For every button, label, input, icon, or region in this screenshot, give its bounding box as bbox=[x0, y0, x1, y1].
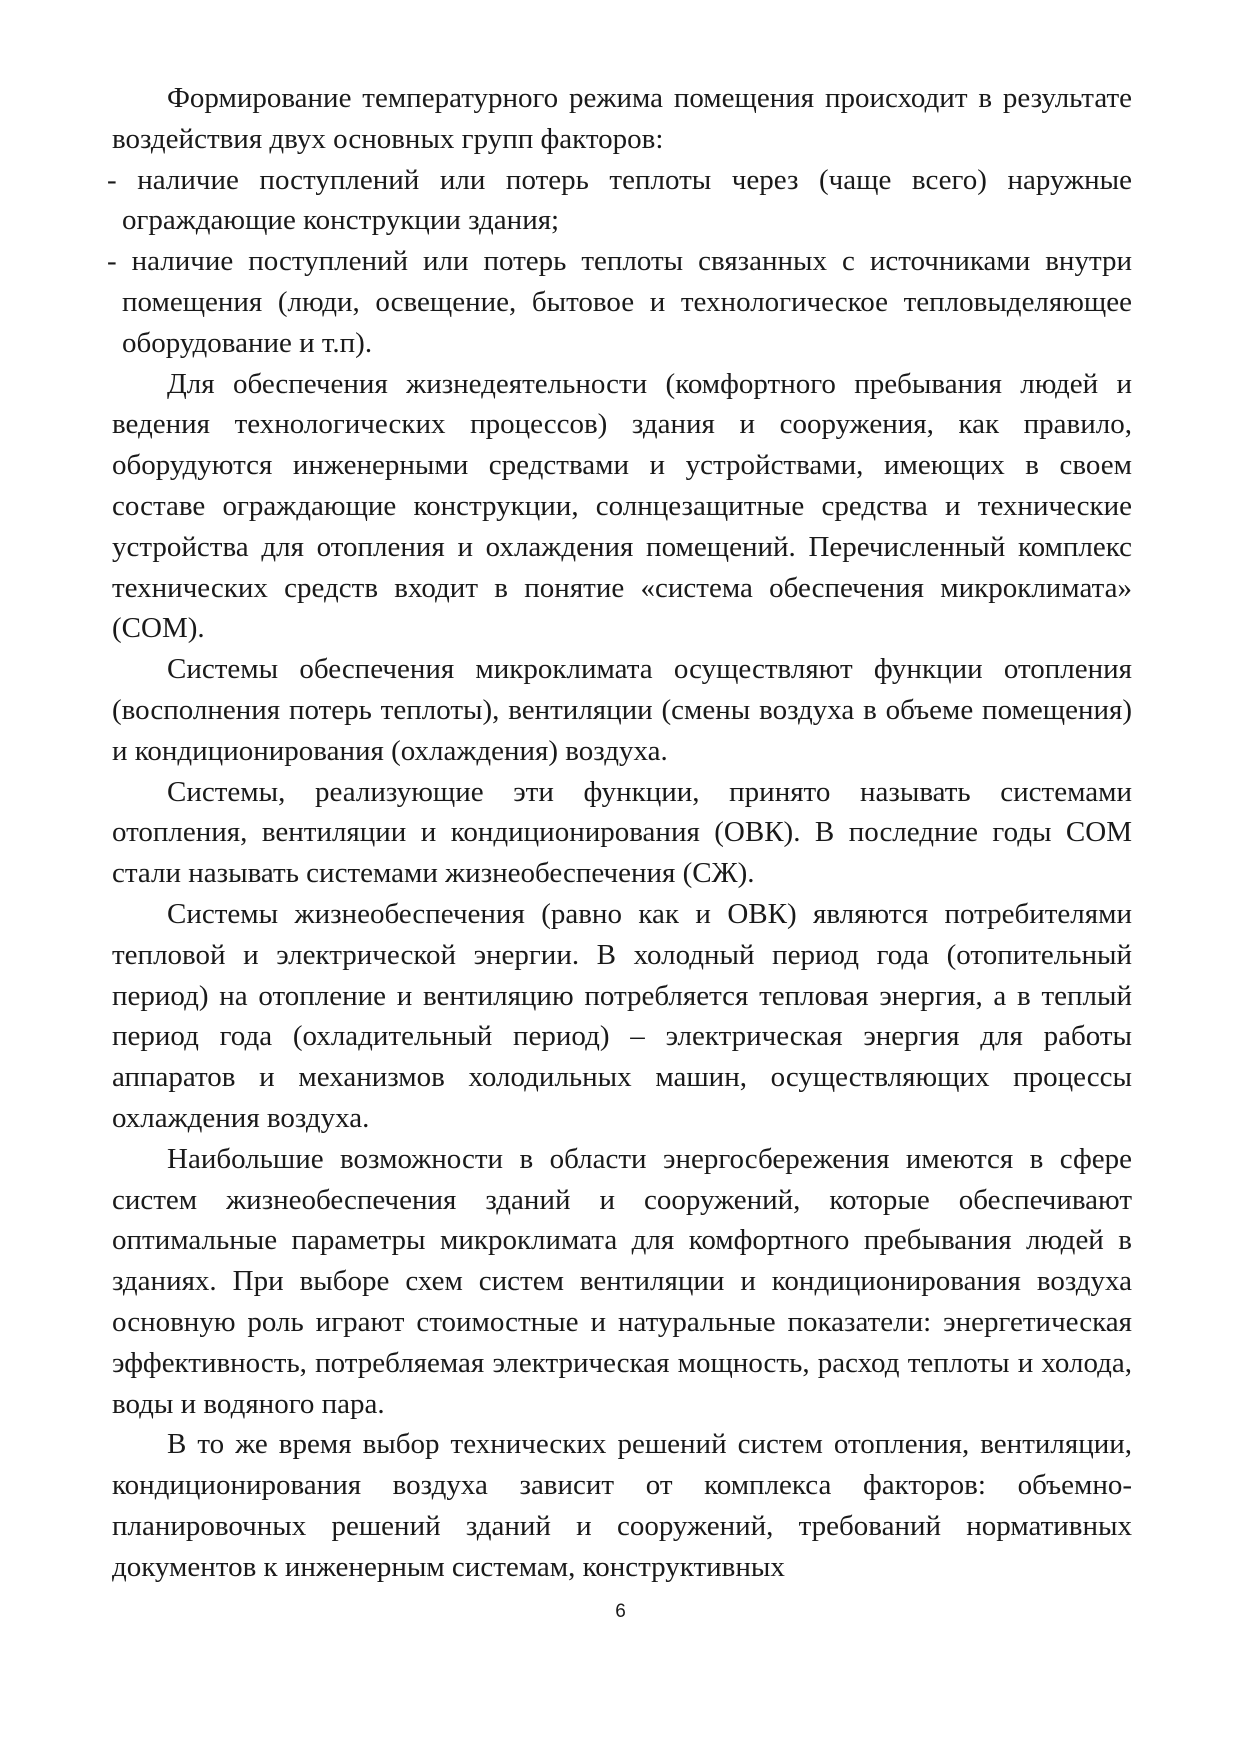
paragraph-1: Для обеспечения жизнедеятельности (комфортного пребывания людей и ведения технологических процессов) здания и сооружения, как правило, оборудуются инженерными средствами и устройствами, имеющих в своем составе ограждающие конструкции, солнцезащитные средства и технические устройства для отопления и охлаждения помещений. Перечисленный комплекс технических средств входит в понятие «система обеспечения микроклимата» (СОМ). bbox=[112, 367, 1132, 645]
paragraph-4: Системы жизнеобеспечения (равно как и ОВК) являются потребителями тепловой и электрической энергии. В холодный период года (отопительный период) на отопление и вентиляцию потребляется тепловая энергия, а в теплый период года (охладительный период) – электрическая энергия для работы аппаратов и механизмов холодильных машин, осуществляющих процессы охлаждения воздуха. bbox=[112, 897, 1132, 1134]
paragraph-6: В то же время выбор технических решений систем отопления, вентиляции, кондиционирования воздуха зависит от комплекса факторов: объемно-планировочных решений зданий и сооружений, требований нормативных документов к инженерным системам, конструктивных bbox=[112, 1428, 1132, 1583]
page-number: 6 bbox=[615, 1601, 626, 1622]
paragraph-intro: Формирование температурного режима помещения происходит в результате воздействия двух основных групп факторов: bbox=[112, 82, 1132, 155]
text-body bbox=[107, 78, 1132, 1587]
bullet-item-2: - наличие поступлений или потерь теплоты связанных с источниками внутри помещения (люди, освещение, бытовое и технологическое тепловыделяющее оборудование и т.п). bbox=[107, 245, 1132, 359]
bullet-item-1: - наличие поступлений или потерь теплоты через (чаще всего) наружные ограждающие конструкции здания; bbox=[107, 163, 1132, 237]
paragraph-5: Наибольшие возможности в области энергосбережения имеются в сфере систем жизнеобеспечения зданий и сооружений, которые обеспечивают оптимальные параметры микроклимата для комфортного пребывания людей в зданиях. При выборе схем систем вентиляции и кондиционирования воздуха основную роль играют стоимостные и натуральные показатели: энергетическая эффективность, потребляемая электрическая мощность, расход теплоты и холода, воды и водяного пара. bbox=[112, 1142, 1132, 1420]
paragraph-2: Системы обеспечения микроклимата осуществляют функции отопления (восполнения потерь теплоты), вентиляции (смены воздуха в объеме помещения) и кондиционирования (охлаждения) воздуха. bbox=[112, 653, 1132, 767]
paragraph-3: Системы, реализующие эти функции, принято называть системами отопления, вентиляции и кондиционирования (ОВК). В последние годы СОМ стали называть системами жизнеобеспечения (СЖ). bbox=[112, 775, 1132, 890]
